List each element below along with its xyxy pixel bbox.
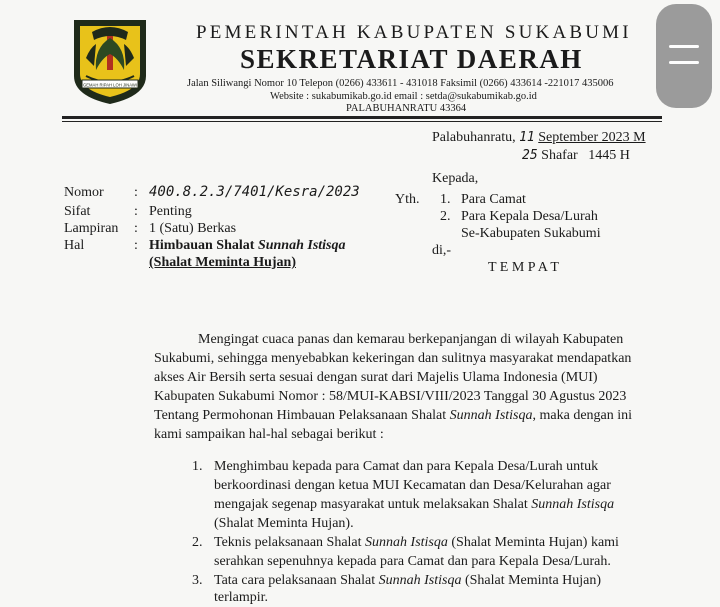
sifat-value: Penting [149, 204, 192, 219]
item-3-line-2: terlampir. [214, 590, 269, 605]
hal-value-line2: (Shalat Meminta Hujan) [149, 255, 296, 270]
paragraph-line-5-italic: Sunnah Istisqa [449, 408, 533, 423]
item-1-line-1: Menghimbau kepada para Camat dan para Kepala Desa/Lurah untuk [214, 459, 599, 474]
item-1-line-4: (Shalat Meminta Hujan). [214, 516, 354, 531]
date-day-handwritten: 11 [519, 130, 535, 145]
menu-button[interactable] [656, 4, 712, 108]
paragraph-line-5-a: Tentang Permohonan Himbauan Pelaksanaan Shalat [154, 408, 450, 423]
paragraph-line-4: Kabupaten Sukabumi Nomor : 58/MUI-KABSI/VIII/2023 Tanggal 30 Agustus 2023 [154, 389, 627, 404]
item-3-line-1-italic: Sunnah Istisqa [378, 573, 462, 588]
hal-value-italic: Sunnah Istisqa [257, 238, 346, 253]
nomor-colon: : [134, 185, 138, 200]
item-1-line-3 [214, 495, 614, 514]
recipient-1: Para Camat [461, 192, 526, 207]
lampiran-colon: : [134, 221, 138, 236]
item-3-line-1-a: Tata cara pelaksanaan Shalat [214, 573, 379, 588]
address-line-1: Jalan Siliwangi Nomor 10 Telepon (0266) 433611 - 431018 Faksimil (0266) 433614 -221017 435006 [187, 78, 614, 89]
paragraph-line-3: akses Air Bersih serta sesuai dengan surat dari Majelis Ulama Indonesia (MUI) [154, 370, 598, 385]
hijri-day-handwritten: 25 [522, 148, 538, 163]
di-label: di,- [432, 243, 452, 258]
header-divider-thick [62, 116, 662, 119]
item-2-line-1-a: Teknis pelaksanaan Shalat [214, 535, 366, 550]
item-2-number: 2. [192, 535, 203, 550]
item-2-line-2: serahkan sepenuhnya kepada para Camat dan para Kepala Desa/Lurah. [214, 554, 611, 569]
hal-colon: : [134, 238, 138, 253]
recipient-2: Para Kepala Desa/Lurah [461, 209, 598, 224]
nomor-value: 400.8.2.3/7401/Kesra/2023 [149, 184, 360, 200]
hal-value-part-a: Himbauan Shalat [149, 238, 258, 253]
date-place: Palabuhanratu, [432, 130, 516, 145]
item-3-line-1 [214, 571, 601, 590]
recipient-2-continued: Se-Kabupaten Sukabumi [461, 226, 601, 241]
address-line-2: Website : sukabumikab.go.id email : setda@sukabumikab.go.id [270, 91, 537, 102]
paragraph-line-6: kami sampaikan hal-hal sebagai berikut : [154, 427, 384, 442]
sifat-label: Sifat [64, 204, 91, 219]
paragraph-line-5-c: , maka dengan ini [532, 408, 633, 423]
tempat-label: T E M P A T [488, 260, 559, 275]
lampiran-value: 1 (Satu) Berkas [149, 221, 237, 236]
hal-value [149, 238, 346, 254]
item-2-line-1-c: (Shalat Meminta Hujan) kami [447, 535, 619, 550]
item-1-line-3-a: mengajak segenap masyarakat untuk melaksakan Shalat [214, 497, 532, 512]
recipient-1-number: 1. [440, 192, 451, 207]
sukabumi-coat-of-arms-logo [72, 18, 148, 106]
item-2-line-1-italic: Sunnah Istisqa [365, 535, 448, 550]
government-name: PEMERINTAH KABUPATEN SUKABUMI [196, 22, 632, 43]
office-name: SEKRETARIAT DAERAH [240, 44, 583, 74]
yth-label: Yth. [395, 192, 420, 207]
hal-label: Hal [64, 238, 85, 253]
address-line-3: PALABUHANRATU 43364 [346, 103, 467, 114]
lampiran-label: Lampiran [64, 221, 119, 236]
menu-icon-line-bottom [669, 61, 699, 64]
logo-motto: GEMAH RIPAH LOH JINAWI [83, 82, 137, 88]
header-divider-thin [62, 121, 662, 122]
nomor-label: Nomor [64, 185, 104, 200]
paragraph-line-1: Mengingat cuaca panas dan kemarau berkepanjangan di wilayah Kabupaten [198, 332, 624, 347]
hijri-month-year: Shafar 1445 H [541, 148, 630, 163]
recipient-2-number: 2. [440, 209, 451, 224]
item-1-line-3-italic: Sunnah Istisqa [531, 497, 615, 512]
hijri-date [522, 148, 630, 164]
item-2-line-1 [214, 533, 619, 552]
paragraph-line-5 [154, 406, 632, 425]
kepada-label: Kepada, [432, 171, 479, 186]
item-3-line-1-c: (Shalat Meminta Hujan) [461, 573, 602, 588]
sifat-colon: : [134, 204, 138, 219]
item-1-number: 1. [192, 459, 203, 474]
paragraph-line-2: Sukabumi, sehingga menyebabkan kekeringan dan sulitnya masyarakat mendapatkan [154, 351, 632, 366]
item-3-number: 3. [192, 573, 203, 588]
letter-date [432, 130, 646, 146]
menu-icon-line-top [669, 45, 699, 48]
date-month-year: September 2023 M [538, 130, 646, 145]
item-1-line-2: berkoordinasi dengan ketua MUI Kecamatan dan Desa/Kelurahan agar [214, 478, 611, 493]
